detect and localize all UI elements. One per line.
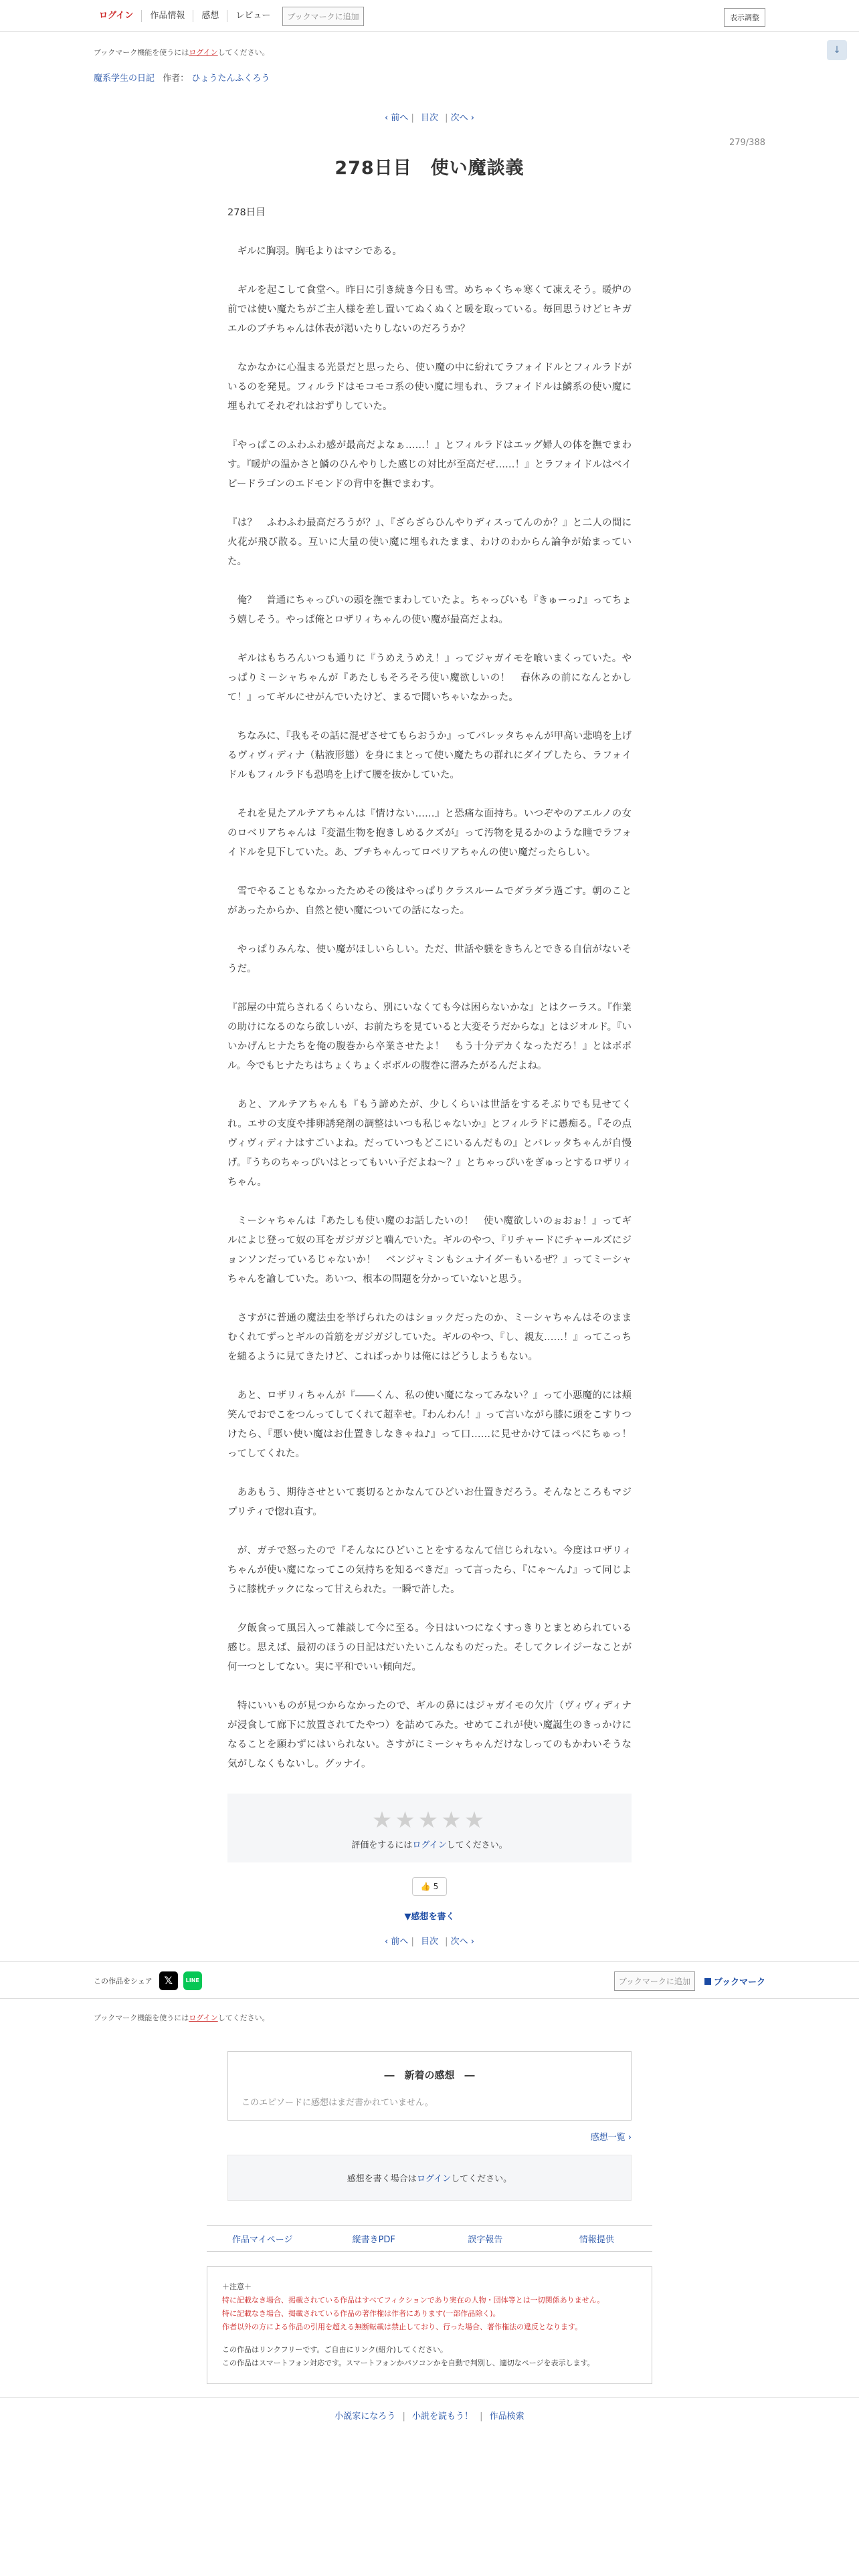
- paragraph: 雪でやることもなかったためその後はやっぱりクラスルームでダラダラ過ごす。朝のことがあったからか、自然と使い魔についての話になった。: [227, 886, 632, 916]
- paragraph: ギルはもちろんいつも通りに『うめえうめえ！』ってジャガイモを喰いまくっていた。やっぱりミーシャちゃんが『あたしもそろそろ使い魔欲しいの！ 春休みの前になんとかして！』ってギルにせがんでいたけど、まるで聞いちゃいなかった。: [227, 653, 632, 703]
- top-bar: [0, 0, 859, 32]
- separator: |: [445, 1937, 448, 1947]
- notice-head: ＋注意＋: [222, 2282, 252, 2291]
- rating-box: [227, 1794, 632, 1862]
- next-link[interactable]: 次へ ›: [450, 1937, 475, 1947]
- impressions-title: ― 新着の感想 ―: [384, 2069, 475, 2081]
- paragraph: なかなかに心温まる光景だと思ったら、使い魔の中に紛れてラフォイドルとフィルラドがいるのを発見。フィルラドはモコモコ系の使い魔に埋もれ、ラフォイドルは鱗系の使い魔に埋もれてそれぞれはおずりしていた。: [227, 362, 632, 412]
- bookmark-add-button[interactable]: ブックマークに追加: [614, 1971, 695, 1991]
- line-share-icon[interactable]: LINE: [183, 1971, 202, 1990]
- main-content: [94, 32, 765, 1947]
- paragraph: 『やっぱこのふわふわ感が最高だよなぁ……！』とフィルラドはエッグ婦人の体を撫でまわす。『暖炉の温かさと鱗のひんやりした感じの対比が至高だぜ……！』とラフォイドルはベイビードラゴンのエドモンドの背中を撫でまわす。: [227, 440, 632, 490]
- toc-link[interactable]: 目次: [420, 113, 438, 123]
- bookmark-login-note: [94, 32, 765, 58]
- paragraph: 夕飯食って風呂入って雑談して今に至る。今日はいつになくすっきりとまとめられている感じ。思えば、最初のほうの日記はだいたいこんなものだった。そしてクレイジーなことが何一つとしてない。実に平和でいい傾向だ。: [227, 1623, 632, 1673]
- narou-link[interactable]: 小説家になろう: [335, 2411, 396, 2422]
- display-settings-button[interactable]: 表示調整: [724, 8, 765, 27]
- impressions-empty-text: このエピソードに感想はまだ書かれていません。: [242, 2098, 434, 2108]
- impressions-list-link[interactable]: 感想一覧 ›: [590, 2133, 632, 2143]
- prev-link[interactable]: ‹ 前へ: [384, 1937, 409, 1947]
- site-bottom-bar: [0, 2397, 859, 2422]
- bookmark-link[interactable]: [704, 1975, 765, 1988]
- thumbs-up-icon: 👍: [420, 1882, 431, 1891]
- bookmark-login-note-bottom: [94, 1999, 765, 2023]
- nav-reviews[interactable]: レビュー: [235, 11, 271, 21]
- pager-top: [94, 84, 765, 123]
- paragraph: さすがに普通の魔法虫を挙げられたのはショックだったのか、ミーシャちゃんはそのままむくれてずっとギルの首筋をガジガジしていた。ギルのやつ、『し、親友……！』ってこっちを縋るように見てきたけど、これぱっかりは俺にはどうしようもない。: [227, 1313, 632, 1362]
- vertical-pdf-link[interactable]: 縦書きPDF: [352, 2234, 395, 2245]
- author-label: 作者：: [163, 74, 189, 84]
- bookmark-link-label: ブックマーク: [713, 1977, 765, 1988]
- paragraph: ギルを起こして食堂へ。昨日に引き続き今日も雪。めちゃくちゃ寒くて凍えそう。暖炉の前では使い魔たちがご主人様を差し置いてぬくぬくと暖を取っている。毎回思うけどヒキガエルのブチちゃんは体表が渇いたりしないのだろうか？: [227, 285, 632, 334]
- yomou-link[interactable]: 小説を読もう！: [411, 2411, 473, 2422]
- work-mypage-link[interactable]: 作品マイページ: [232, 2234, 293, 2245]
- notice-red-line: 特に記載なき場合、掲載されている作品はすべてフィクションであり実在の人物・団体等とは一切関係ありません。: [222, 2296, 605, 2304]
- toc-link[interactable]: 目次: [420, 1937, 438, 1947]
- lower-content: [94, 1999, 765, 2384]
- note-text: してください。: [446, 1840, 508, 1850]
- separator: |: [411, 113, 414, 123]
- write-login-link[interactable]: ログイン: [416, 2174, 452, 2184]
- series-info: [94, 58, 765, 84]
- good-button[interactable]: [412, 1877, 447, 1896]
- note-text: ブックマーク機能を使うには: [94, 2014, 189, 2022]
- rating-login-link[interactable]: ログイン: [412, 1840, 447, 1850]
- notice-red-line: 特に記載なき場合、掲載されている作品の著作権は作者にあります(一部作品除く)。: [222, 2309, 500, 2318]
- episode-subtitle: 278日目: [227, 207, 266, 218]
- separator: |: [411, 1937, 414, 1947]
- paragraph: ああもう、期待させといて裏切るとかなんてひどいお仕置きだろう。そんなところもマジプリティで惚れ直す。: [227, 1487, 632, 1517]
- note-text: してください。: [217, 48, 270, 57]
- login-link[interactable]: ログイン: [189, 48, 218, 57]
- note-text: ブックマーク機能を使うには: [94, 48, 189, 57]
- nav-work-info[interactable]: 作品情報: [142, 10, 193, 22]
- info-provide-link[interactable]: 情報提供: [579, 2234, 614, 2245]
- rating-login-note: [227, 1838, 632, 1850]
- paragraph: 『部屋の中荒らされるくらいなら、別にいなくても今は困らないかな』とはクーラス。『作業の助けになるのなら欲しいが、お前たちを見ていると大変そうだからな』とはジオルド。『いいかげんヒナたちを俺の腹巻から卒業させたよ！ もう十分デカくなっただろ！』とはポポル。今でもヒナたちはちょくちょくポポルの腹巻に潜みたがるんだよね。: [227, 1002, 632, 1071]
- nav-login[interactable]: ログイン: [94, 10, 142, 22]
- notice-line: この作品はリンクフリーです。ご自由にリンク(紹介)してください。: [222, 2345, 448, 2354]
- paragraph: あと、アルテアちゃんも『もう諦めたが、少しくらいは世話をするそぶりでも見せてくれ。エサの支度や排卵誘発剤の調整はいつも私じゃないか』とフィルラドに愚痴る。『その点ヴィヴィディナはすごいよね。だっていつもどこにいるんだもの』とバレッタちゃんが自慢げ。『うちのちゃっぴいはとってもいい子だよね～？』とちゃっぴいをぎゅっとするロザリィちゃん。: [227, 1099, 632, 1188]
- star-rating-icon[interactable]: ★★★★★: [371, 1807, 488, 1834]
- episode-title: 278日目 使い魔談義: [335, 158, 524, 179]
- note-text: してください。: [451, 2174, 512, 2184]
- series-title-link[interactable]: 魔系学生の日記: [94, 74, 155, 84]
- share-label: この作品をシェア: [94, 1977, 153, 1985]
- notice-box: [207, 2266, 652, 2384]
- login-link[interactable]: ログイン: [189, 2014, 218, 2022]
- write-impression-login-box: [227, 2155, 632, 2201]
- novel-body: [227, 179, 642, 1774]
- good-count: 5: [433, 1882, 439, 1891]
- separator: |: [480, 2411, 483, 2422]
- separator: |: [402, 2411, 405, 2422]
- page-number: 279/388: [729, 138, 765, 148]
- nav-impressions[interactable]: 感想: [193, 10, 227, 22]
- prev-link[interactable]: ‹ 前へ: [384, 113, 409, 123]
- next-link[interactable]: 次へ ›: [450, 113, 475, 123]
- paragraph: 『は？ ふわふわ最高だろうが？』、『ざらざらひんやりディスってんのか？』と二人の間に火花が飛び散る。互いに大量の使い魔に埋もれたまま、わけのわからん論争が始まっていた。: [227, 518, 632, 567]
- x-share-icon[interactable]: 𝕏: [159, 1971, 178, 1990]
- scroll-down-icon[interactable]: ↓: [827, 40, 847, 60]
- notice-line: この作品はスマートフォン対応です。スマートフォンかパソコンかを自動で判別し、適切なページを表示します。: [222, 2359, 595, 2367]
- author-link[interactable]: ひょうたんふくろう: [191, 74, 270, 84]
- pager-bottom: [94, 1922, 765, 1947]
- typo-report-link[interactable]: 誤字報告: [468, 2234, 503, 2245]
- paragraph: ミーシャちゃんは『あたしも使い魔のお話したいの！ 使い魔欲しいのぉおぉ！』ってギルによじ登って奴の耳をガジガジと噛んでいた。ギルのやつ、『リチャードにチャールズにジョンソンだっているじゃないか！ ベンジャミンもシュナイダーもいるぜ？』ってミーシャちゃんを諭していた。あいつ、根本の問題を分かっていないと思う。: [227, 1216, 632, 1285]
- paragraph: それを見たアルテアちゃんは『情けない……』と恐痛な面持ち。いつぞやのアエルノの女のロベリアちゃんは『変温生物を抱きしめるクズが』って汚物を見るかのような瞳でラフォイドルを見下していた。あ、ブチちゃんってロベリアちゃんの使い魔だったらしい。: [227, 809, 632, 858]
- latest-impressions-box: [227, 2051, 632, 2121]
- note-text: 評価をするには: [351, 1840, 413, 1850]
- paragraph: あと、ロザリィちゃんが『――くん、私の使い魔になってみない？』って小悪魔的には頬笑んでおでこをつんってしてくれて超幸せ。『わんわん！』って言いながら膝に頭をこすりつけたら、『悪い使い魔はお仕置きしなきゃね♪』って口……に見せかけてほっぺにちゅっ！ ってしてくれた。: [227, 1390, 642, 1459]
- paragraph: が、ガチで怒ったので『そんなにひどいことをするなんて信じられない。今度はロザリィちゃんが使い魔になってこの気持ちを知るべきだ』って言ったら、『にゃ～ん♪』って同じように膝枕チックになって甘えられた。一瞬で許した。: [227, 1545, 632, 1595]
- note-text: してください。: [217, 2014, 270, 2022]
- note-text: 感想を書く場合は: [347, 2174, 417, 2184]
- paragraph: ちなみに、『我もその話に混ぜさせてもらおうか』ってバレッタちゃんが甲高い悲鳴を上げるヴィヴィディナ（粘液形態）を身にまとって使い魔たちの群れにダイブしたら、ラフォイドルもフィルラドも恐鳴を上げて腰を抜かしていた。: [227, 731, 632, 780]
- notice-red-line: 作者以外の方による作品の引用を超える無断転載は禁止しており、行った場合、著作権法の違反となります。: [222, 2323, 583, 2331]
- write-impression-toggle[interactable]: ▼感想を書く: [404, 1912, 455, 1922]
- work-footer-links: [207, 2225, 652, 2252]
- separator: |: [445, 113, 448, 123]
- bookmark-add-button-top[interactable]: ブックマークに追加: [282, 7, 363, 26]
- search-link[interactable]: 作品検索: [489, 2411, 524, 2422]
- paragraph: 特にいいものが見つからなかったので、ギルの鼻にはジャガイモの欠片（ヴィヴィディナが浸食して廊下に放置されてたやつ）を詰めてみた。せめてこれが使い魔誕生のきっかけになることを願わずにはいられない。さすがにミーシャちゃんだけなしってのもかわいそうな気がしなくもないし。グッナイ。: [227, 1701, 632, 1769]
- paragraph: 俺？ 普通にちゃっぴいの頭を撫でまわしていたよ。ちゃっぴいも『きゅーっ♪』ってちょう嬉しそう。やっぱ俺とロザリィちゃんの使い魔が最高だよね。: [227, 595, 632, 625]
- share-bar: [0, 1961, 859, 1999]
- paragraph: ギルに胸羽。胸毛よりはマシである。: [227, 246, 402, 257]
- bookmark-square-icon: [704, 1978, 711, 1985]
- paragraph: やっぱりみんな、使い魔がほしいらしい。ただ、世話や躾をきちんとできる自信がないそうだ。: [227, 944, 632, 974]
